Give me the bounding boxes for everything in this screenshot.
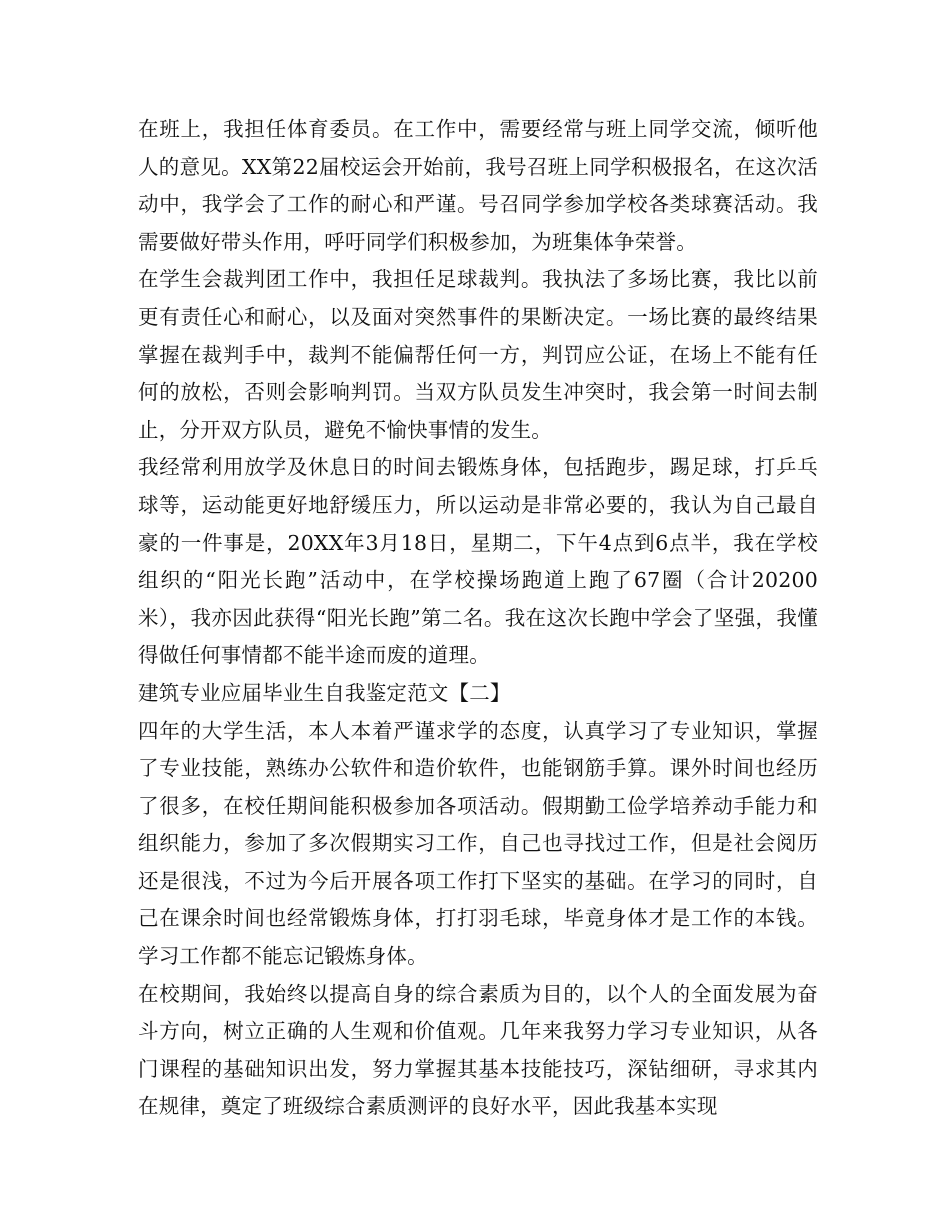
section-title: 建筑专业应届毕业生自我鉴定范文【二】 bbox=[138, 680, 511, 705]
paragraph-sports-committee: 在班上，我担任体育委员。在工作中，需要经常与班上同学交流，倾听他人的意见。XX第22届校运会开始前，我号召班上同学积极报名，在这次活动中，我学会了工作的耐心和严谨。号召同学参加学校各类球赛活动。我需要做好带头作用，呼吁同学们积极参加，为班集体争荣誉。 bbox=[138, 117, 818, 254]
paragraph-referee: 在学生会裁判团工作中，我担任足球裁判。我执法了多场比赛，我比以前更有责任心和耐心，以及面对突然事件的果断决定。一场比赛的最终结果掌握在裁判手中，裁判不能偏帮任何一方，判罚应公证，在场上不能有任何的放松，否则会影响判罚。当双方队员发生冲突时，我会第一时间去制止，分开双方队员，避免不愉快事情的发生。 bbox=[138, 267, 818, 442]
paragraph-school-period: 在校期间，我始终以提高自身的综合素质为目的，以个人的全面发展为奋斗方向，树立正确的人生观和价值观。几年来我努力学习专业知识，从各门课程的基础知识出发，努力掌握其基本技能技巧，深钻细研，寻求其内在规律，奠定了班级综合素质测评的良好水平，因此我基本实现 bbox=[138, 981, 818, 1119]
paragraph-exercise: 我经常利用放学及休息日的时间去锻炼身体，包括跑步，踢足球，打乒乓球等，运动能更好地舒缓压力，所以运动是非常必要的，我认为自己最自豪的一件事是，20XX年3月18日，星期二，下午4点到6点半，我在学校组织的“阳光长跑”活动中，在学校操场跑道上跑了67圈（合计20200米），我亦因此获得“阳光长跑”第二名。我在这次长跑中学会了坚强，我懂得做任何事情都不能半途而废的道理。 bbox=[138, 455, 818, 668]
document-body bbox=[138, 111, 818, 1126]
paragraph-university-life: 四年的大学生活，本人本着严谨求学的态度，认真学习了专业知识，掌握了专业技能，熟练办公软件和造价软件，也能钢筋手算。课外时间也经历了很多，在校任期间能积极参加各项活动。假期勤工俭学培养动手能力和组织能力，参加了多次假期实习工作，自己也寻找过工作，但是社会阅历还是很浅，不过为今后开展各项工作打下坚实的基础。在学习的同时，自己在课余时间也经常锻炼身体，打打羽毛球，毕竟身体才是工作的本钱。学习工作都不能忘记锻炼身体。 bbox=[138, 718, 818, 969]
